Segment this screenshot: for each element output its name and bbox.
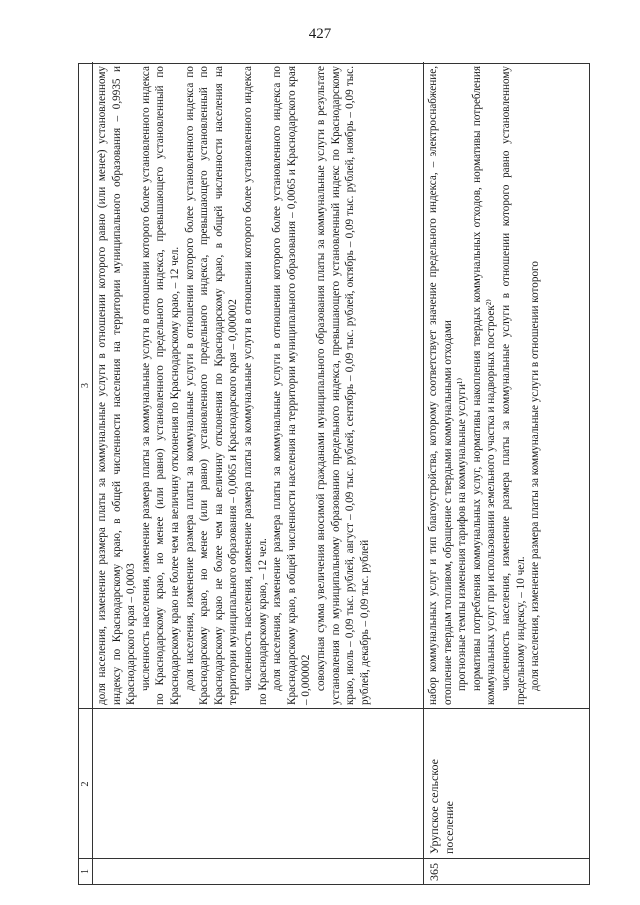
paragraph: доля населения, изменение размера платы за коммунальные услуги в отношении которого равно (или менее) установленному индексу по Краснодарскому краю, в общей численности населения на территории муниципального образования – 0,9935 и Краснодарского края – 0,0003: [96, 66, 138, 705]
rotated-table-frame: [78, 63, 590, 885]
paragraph: совокупная сумма увеличения вносимой гражданами муниципального образования платы за коммунальные услуги в результате установления по муниципальному образованию предельного индекса, превышающего установленный индекс по Краснодарскому краю, июль – 0,09 тыс. рублей, август – 0,09 тыс. рублей, сентябрь – 0,09 тыс. рублей, октябрь – 0,09 тыс. рублей, ноябрь – 0,09 тыс. рублей, декабрь – 0,09 тыс. рублей: [314, 66, 371, 705]
paragraph: прогнозные темпы изменения тарифов на коммунальные услуги¹⁾: [456, 377, 469, 691]
data-table: [78, 63, 590, 885]
paragraph: доля населения, изменение размера платы за коммунальные услуги в отношении которого более установленного индекса по Краснодарскому краю, в общей численности населения на территории муниципального образования – 0,0065 и Краснодарского края – 0,000002: [271, 66, 313, 705]
paragraph: численность населения, изменение размера платы за коммунальные услуги в отношении которого более установленного индекса по Краснодарскому краю, но менее (или равно) установленного предельного индекса, превышающего установленный по Краснодарскому краю не более чем на величину отклонения по Краснодарскому краю, – 12 чел.: [139, 66, 181, 705]
column-divider-1: [79, 858, 589, 859]
table-row-continuation-text: [95, 66, 421, 705]
paragraph: численность населения, изменение размера платы за коммунальные услуги в отношении которого более установленного индекса по Краснодарскому краю, – 12 чел.: [241, 66, 269, 705]
table-header-row: [79, 62, 93, 884]
row-number: 365: [427, 863, 441, 881]
paragraph: набор коммунальных услуг и тип благоустройства, которому соответствует значение предельного индекса, – электроснабжение, отопление твердым топливом, обращение с твердыми коммунальными отходами: [427, 66, 454, 705]
row-divider: [423, 62, 424, 884]
paragraph: доля населения, изменение размера платы за коммунальные услуги в отношении которого: [529, 261, 542, 691]
header-col-1: 1: [80, 869, 91, 874]
paragraph: доля населения, изменение размера платы за коммунальные услуги в отношении которого более установленного индекса по Краснодарскому краю, но менее (или равно) установленного предельного индекса, превышающего установленный по Краснодарскому краю не более чем на величину отклонения по Краснодарскому краю, в общей численности населения на территории муниципального образования – 0,0065 и Краснодарского края – 0,000002: [183, 66, 240, 705]
settlement-name: Урупское сельское поселение: [427, 758, 456, 854]
table-row-text: [426, 66, 589, 705]
paragraph: нормативы потребления коммунальных услуг, нормативы накопления твердых коммунальных отходов, нормативы потребления коммунальных услуг при использовании земельного участка и надворных построек²⁾: [470, 66, 498, 705]
paragraph: численность населения, изменение размера платы за коммунальные услуги в отношении которого равно установленному предельному индексу, – 10 чел.: [499, 66, 527, 705]
column-divider-2: [79, 708, 589, 709]
page-number: 427: [308, 26, 332, 42]
header-col-3: 3: [80, 383, 91, 388]
header-col-2: 2: [80, 781, 91, 787]
